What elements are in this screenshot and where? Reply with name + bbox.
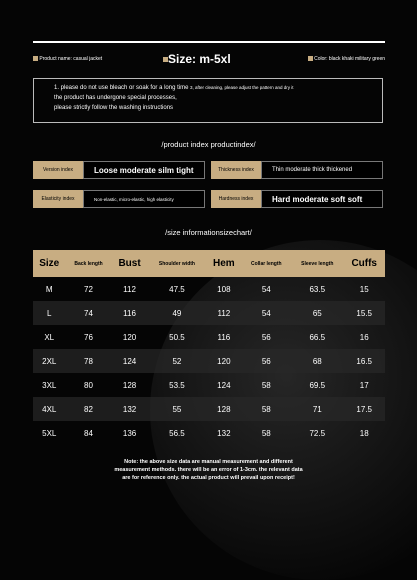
table-cell: 72: [84, 284, 93, 294]
table-row: [33, 421, 385, 445]
table-cell: 69.5: [309, 380, 326, 390]
table-cell: L: [33, 301, 66, 325]
table-row: [33, 349, 385, 373]
table-cell: 58: [241, 397, 291, 421]
table-cell: 80: [84, 380, 93, 390]
hardness-index: Hardness index Hard moderate soft soft: [211, 190, 383, 208]
table-cell: 15.5: [343, 301, 385, 325]
table-cell: XL: [44, 332, 55, 342]
table-cell: 16: [359, 332, 369, 342]
table-cell: 52: [148, 349, 207, 373]
table-row: [33, 325, 385, 349]
size-range: Size: m-5xl: [163, 52, 231, 66]
color-options: Color: black khaki military green: [308, 56, 385, 62]
square-bullet-icon: [308, 56, 313, 61]
table-cell: 136: [122, 428, 137, 438]
table-cell: 17: [359, 380, 369, 390]
table-cell: 2XL: [33, 349, 66, 373]
table-cell: 108: [217, 284, 231, 294]
table-row: [33, 277, 385, 301]
table-cell: 18: [359, 428, 369, 438]
size-chart-title: /size informationsizechart/: [165, 228, 252, 237]
table-cell: 76: [84, 332, 93, 342]
table-cell: 58: [261, 428, 271, 438]
thickness-index: Thickness index Thin moderate thick thickened: [211, 161, 383, 179]
table-cell: 56: [241, 349, 291, 373]
table-cell: M: [45, 284, 53, 294]
table-cell: 54: [241, 301, 291, 325]
table-cell: 65: [291, 301, 343, 325]
table-cell: 120: [122, 332, 137, 342]
table-cell: 82: [66, 397, 112, 421]
table-row: [33, 397, 385, 421]
table-cell: 112: [123, 284, 136, 294]
table-cell: 116: [217, 332, 231, 342]
product-index-title: /product index productindex/: [161, 140, 256, 149]
table-cell: 49: [148, 301, 207, 325]
table-cell: 112: [206, 301, 241, 325]
table-cell: 66.5: [309, 332, 326, 342]
table-cell: 53.5: [169, 380, 185, 390]
table-cell: 68: [291, 349, 343, 373]
table-cell: 4XL: [33, 397, 66, 421]
table-cell: 58: [261, 380, 271, 390]
elasticity-index: Elasticity index Non-elastic, micro-elastic, high elasticity: [33, 190, 205, 208]
table-cell: 132: [112, 397, 148, 421]
table-cell: 116: [112, 301, 148, 325]
table-cell: 78: [66, 349, 112, 373]
table-cell: 71: [291, 397, 343, 421]
version-index: Version index Loose moderate silm tight: [33, 161, 205, 179]
table-cell: 128: [206, 397, 241, 421]
table-row: [33, 373, 385, 397]
measurement-note: Note: the above size data are manual measurement and different measurement methods. there will be an error of 1-3cm. the relevant data are for reference only. the actual product will prevail upon receipt!: [114, 459, 303, 481]
table-cell: 124: [217, 380, 231, 390]
table-cell: 120: [206, 349, 241, 373]
table-cell: 124: [112, 349, 148, 373]
table-cell: 128: [122, 380, 137, 390]
size-chart-table: [33, 250, 385, 445]
washing-instructions: 1. please do not use bleach or soak for a long time 3, after cleaning, please adjust the pattern and dry it the product has undergone special processes, please strictly follow the washing instructions: [33, 78, 383, 123]
table-row: [33, 301, 385, 325]
table-cell: 54: [261, 284, 271, 294]
table-cell: 15: [359, 284, 369, 294]
table-cell: 47.5: [169, 284, 185, 294]
square-bullet-icon: [33, 56, 38, 61]
size-chart-header-row: Size Back length Bust Shoulder width Hem Collar length Sleeve length Cuffs: [33, 250, 385, 277]
table-cell: 3XL: [42, 380, 57, 390]
product-header: [33, 52, 385, 68]
table-cell: 72.5: [309, 428, 326, 438]
table-cell: 16.5: [343, 349, 385, 373]
table-cell: 63.5: [309, 284, 326, 294]
table-cell: 17.5: [343, 397, 385, 421]
table-cell: 55: [148, 397, 207, 421]
table-cell: 84: [84, 428, 93, 438]
table-cell: 132: [217, 428, 231, 438]
table-cell: 56.5: [169, 428, 185, 438]
top-divider: [33, 41, 385, 43]
table-cell: 74: [66, 301, 112, 325]
table-cell: 5XL: [42, 428, 57, 438]
table-cell: 56: [261, 332, 271, 342]
product-name: Product name: casual jacket: [33, 56, 102, 62]
table-cell: 50.5: [169, 332, 185, 342]
